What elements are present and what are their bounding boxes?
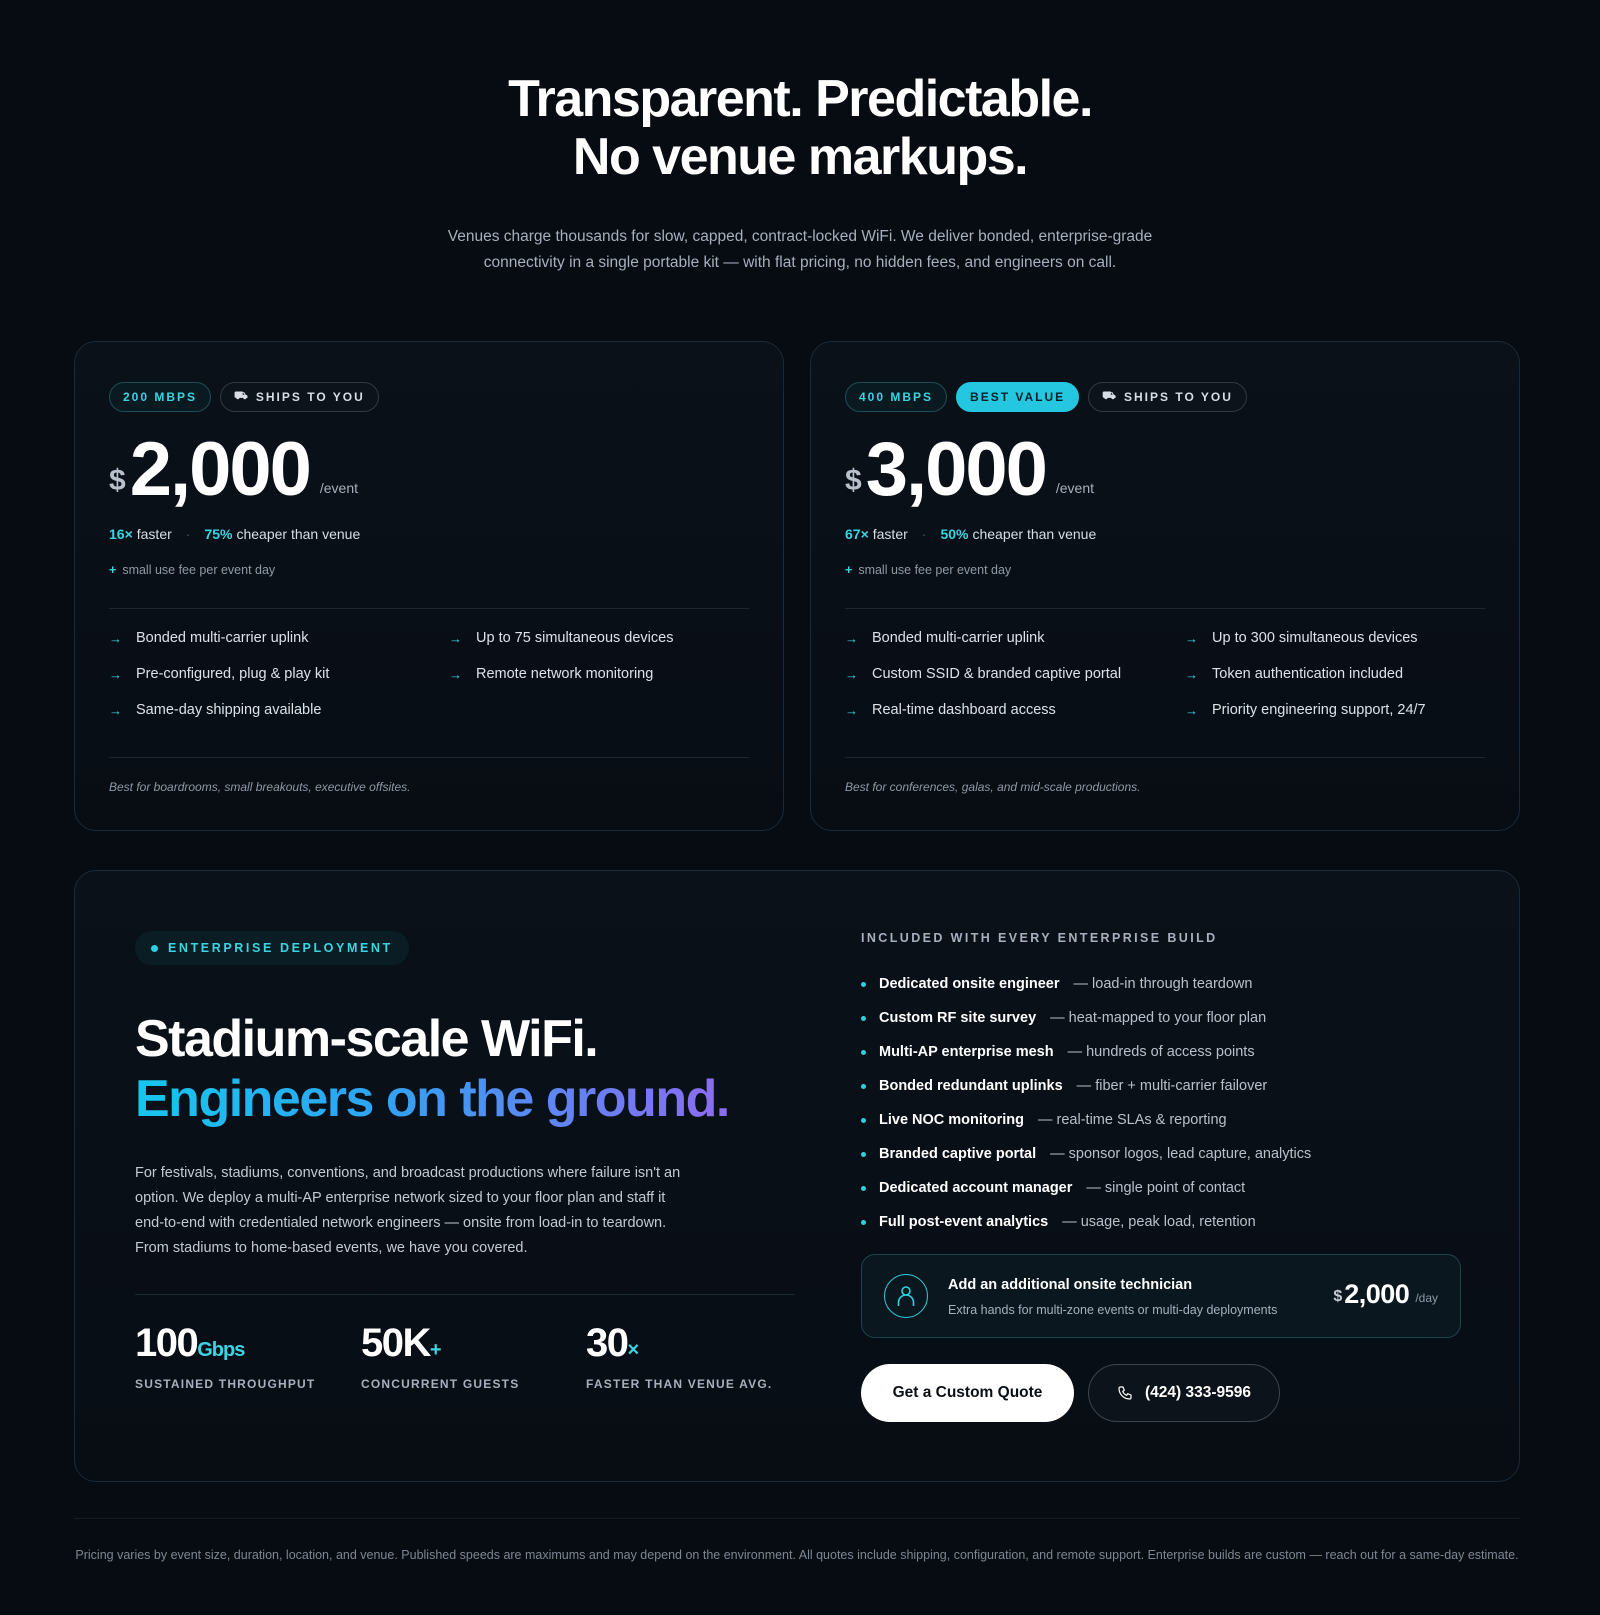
item-desc: — usage, peak load, retention <box>1062 1214 1256 1230</box>
metric-throughput <box>135 1321 315 1391</box>
enterprise-title-line1: Stadium-scale WiFi. <box>135 1010 598 1068</box>
metric-label: FASTER THAN VENUE AVG. <box>586 1377 773 1391</box>
get-quote-button[interactable]: Get a Custom Quote <box>861 1364 1074 1422</box>
price-period: /event <box>319 480 359 496</box>
divider <box>109 757 749 758</box>
bullet-icon <box>861 1084 866 1089</box>
divider <box>845 757 1485 758</box>
bullet-icon <box>861 1220 866 1225</box>
divider <box>135 1294 795 1295</box>
item-name: Custom RF site survey <box>879 1010 1037 1026</box>
enterprise-badge <box>135 931 409 965</box>
item-name: Bonded redundant uplinks <box>879 1078 1063 1094</box>
enterprise-card <box>74 870 1520 1482</box>
enterprise-badge-label: ENTERPRISE DEPLOYMENT <box>168 941 393 955</box>
feature-item <box>845 664 1185 684</box>
ships-badge-label: SHIPS TO YOU <box>1124 390 1233 404</box>
technician-addon <box>861 1254 1461 1338</box>
faster-label: faster <box>136 526 172 542</box>
feature-label: Token authentication included <box>1212 666 1404 682</box>
faster-value: 67× <box>845 526 869 542</box>
metric-label: CONCURRENT GUESTS <box>361 1377 520 1391</box>
fee-text: small use fee per event day <box>858 563 1012 577</box>
bullet-icon <box>861 1186 866 1191</box>
arrow-right-icon: → <box>1185 702 1198 718</box>
item-desc: — fiber + multi-carrier failover <box>1076 1078 1268 1094</box>
phone-icon <box>1117 1385 1133 1401</box>
list-item <box>861 1103 1481 1137</box>
metric-label: SUSTAINED THROUGHPUT <box>135 1377 316 1391</box>
metric-unit: + <box>429 1339 441 1361</box>
item-name: Dedicated onsite engineer <box>879 976 1060 992</box>
arrow-right-icon: → <box>1185 666 1198 682</box>
feature-label: Up to 300 simultaneous devices <box>1212 630 1418 646</box>
feature-item <box>845 628 1185 648</box>
item-name: Full post-event analytics <box>879 1214 1049 1230</box>
list-item <box>861 1171 1481 1205</box>
feature-item <box>1185 664 1485 684</box>
price-period: /day <box>1415 1291 1438 1305</box>
hero-title-line2: No venue markups. <box>572 128 1028 186</box>
list-item <box>861 967 1481 1001</box>
feature-item <box>109 628 449 648</box>
hero <box>0 70 1600 276</box>
phone-number: (424) 333-9596 <box>1145 1384 1251 1401</box>
feature-item <box>1185 700 1485 720</box>
feature-label: Up to 75 simultaneous devices <box>476 630 674 646</box>
feature-list <box>845 628 1485 720</box>
plan-badges <box>845 382 1247 412</box>
price-currency: $ <box>1333 1288 1343 1305</box>
arrow-right-icon: → <box>449 630 462 646</box>
feature-item <box>109 700 449 720</box>
included-title: INCLUDED WITH EVERY ENTERPRISE BUILD <box>861 931 1218 945</box>
speed-badge: 200 MBPS <box>109 382 211 412</box>
technician-price <box>1333 1279 1438 1309</box>
arrow-right-icon: → <box>109 630 122 646</box>
divider <box>109 608 749 609</box>
item-desc: — load-in through teardown <box>1073 976 1253 992</box>
plan-stats <box>109 526 360 542</box>
price-currency: $ <box>845 464 862 497</box>
plan-price <box>845 427 1095 512</box>
metric-guests <box>361 1321 519 1391</box>
cheaper-value: 75% <box>204 526 233 542</box>
arrow-right-icon: → <box>845 666 858 682</box>
enterprise-title <box>135 1009 729 1129</box>
ships-badge <box>1088 382 1247 412</box>
pulse-dot-icon <box>151 945 158 952</box>
bullet-icon <box>861 1152 866 1157</box>
feature-label: Bonded multi-carrier uplink <box>872 630 1045 646</box>
footer-divider <box>74 1518 1520 1519</box>
feature-label: Real-time dashboard access <box>872 702 1056 718</box>
technician-subtitle: Extra hands for multi-zone events or multi-day deployments <box>948 1303 1278 1317</box>
plan-card-200 <box>74 341 784 831</box>
speed-badge: 400 MBPS <box>845 382 947 412</box>
item-name: Multi-AP enterprise mesh <box>879 1044 1054 1060</box>
divider <box>845 608 1485 609</box>
metric-unit: × <box>627 1339 639 1361</box>
bullet-icon <box>861 1016 866 1021</box>
metric-value: 100 <box>135 1321 198 1365</box>
list-item <box>861 1205 1481 1239</box>
metric-unit: Gbps <box>197 1339 245 1361</box>
separator-dot: · <box>185 526 191 542</box>
cheaper-label: cheaper than venue <box>236 526 361 542</box>
cheaper-value: 50% <box>940 526 969 542</box>
list-item <box>861 1137 1481 1171</box>
faster-value: 16× <box>109 526 133 542</box>
plan-price <box>109 427 359 512</box>
bullet-icon <box>861 1050 866 1055</box>
metric-value: 30 <box>586 1321 628 1365</box>
separator-dot: · <box>921 526 927 542</box>
price-currency: $ <box>109 464 126 497</box>
technician-title: Add an additional onsite technician <box>948 1277 1193 1293</box>
metric-value: 50K <box>361 1321 430 1365</box>
feature-item <box>449 628 749 648</box>
ships-badge <box>220 382 379 412</box>
feature-label: Pre-configured, plug & play kit <box>136 666 330 682</box>
best-for-note: Best for conferences, galas, and mid-scale productions. <box>845 780 1141 794</box>
fee-note <box>845 563 1011 577</box>
fee-note <box>109 563 275 577</box>
item-desc: — hundreds of access points <box>1067 1044 1255 1060</box>
enterprise-description: For festivals, stadiums, conventions, and broadcast productions where failure isn't an option. We deploy a multi-AP enterprise network sized to your floor plan and staff it end-to-end with credentialed network engineers — onsite from load-in to teardown. From stadiums to home-based events, we have you covered. <box>135 1165 681 1256</box>
best-value-badge: BEST VALUE <box>956 382 1079 412</box>
list-item <box>861 1001 1481 1035</box>
item-desc: — real-time SLAs & reporting <box>1038 1112 1227 1128</box>
list-item <box>861 1069 1481 1103</box>
best-for-note: Best for boardrooms, small breakouts, executive offsites. <box>109 780 411 794</box>
feature-item <box>109 664 449 684</box>
bullet-icon <box>861 1118 866 1123</box>
user-icon <box>884 1274 928 1318</box>
arrow-right-icon: → <box>1185 630 1198 646</box>
item-name: Dedicated account manager <box>879 1180 1073 1196</box>
feature-label: Custom SSID & branded captive portal <box>872 666 1122 682</box>
price-amount: 3,000 <box>865 427 1046 512</box>
truck-icon: ⛟ <box>234 390 250 402</box>
arrow-right-icon: → <box>845 630 858 646</box>
price-amount: 2,000 <box>1344 1279 1410 1309</box>
faster-label: faster <box>872 526 908 542</box>
truck-icon: ⛟ <box>1102 390 1118 402</box>
feature-label: Bonded multi-carrier uplink <box>136 630 309 646</box>
plan-card-400 <box>810 341 1520 831</box>
hero-title-line1: Transparent. Predictable. <box>508 70 1092 128</box>
plan-badges <box>109 382 379 412</box>
arrow-right-icon: → <box>109 702 122 718</box>
item-name: Live NOC monitoring <box>879 1112 1024 1128</box>
hero-title <box>0 70 1600 186</box>
list-item <box>861 1035 1481 1069</box>
plus-icon: + <box>845 563 853 577</box>
enterprise-title-line2: Engineers on the ground. <box>135 1070 729 1128</box>
cheaper-label: cheaper than venue <box>972 526 1097 542</box>
plus-icon: + <box>109 563 117 577</box>
ships-badge-label: SHIPS TO YOU <box>255 390 365 404</box>
item-desc: — heat-mapped to your floor plan <box>1050 1010 1267 1026</box>
included-list <box>861 967 1481 1239</box>
price-amount: 2,000 <box>129 427 310 512</box>
item-desc: — sponsor logos, lead capture, analytics <box>1050 1146 1312 1162</box>
fee-text: small use fee per event day <box>122 563 276 577</box>
call-button[interactable] <box>1088 1364 1280 1422</box>
feature-item <box>449 664 749 684</box>
price-period: /event <box>1055 480 1095 496</box>
feature-item <box>845 700 1185 720</box>
feature-item <box>1185 628 1485 648</box>
metric-faster <box>586 1321 772 1391</box>
feature-list <box>109 628 749 720</box>
arrow-right-icon: → <box>109 666 122 682</box>
footer-disclaimer: Pricing varies by event size, duration, location, and venue. Published speeds are maximums and may depend on the environment. All quotes include shipping, configuration, and remote support. Enterprise builds are custom — reach out for a same-day estimate. <box>75 1548 1519 1562</box>
item-desc: — single point of contact <box>1086 1180 1246 1196</box>
arrow-right-icon: → <box>449 666 462 682</box>
feature-label: Priority engineering support, 24/7 <box>1212 702 1426 718</box>
hero-subtitle: Venues charge thousands for slow, capped, contract-locked WiFi. We deliver bonded, enterprise-grade connectivity in a single portable kit — with flat pricing, no hidden fees, and engineers on call. <box>447 228 1153 271</box>
plan-stats <box>845 526 1096 542</box>
bullet-icon <box>861 982 866 987</box>
feature-label: Same-day shipping available <box>136 702 322 718</box>
arrow-right-icon: → <box>845 702 858 718</box>
item-name: Branded captive portal <box>879 1146 1037 1162</box>
feature-label: Remote network monitoring <box>476 666 654 682</box>
